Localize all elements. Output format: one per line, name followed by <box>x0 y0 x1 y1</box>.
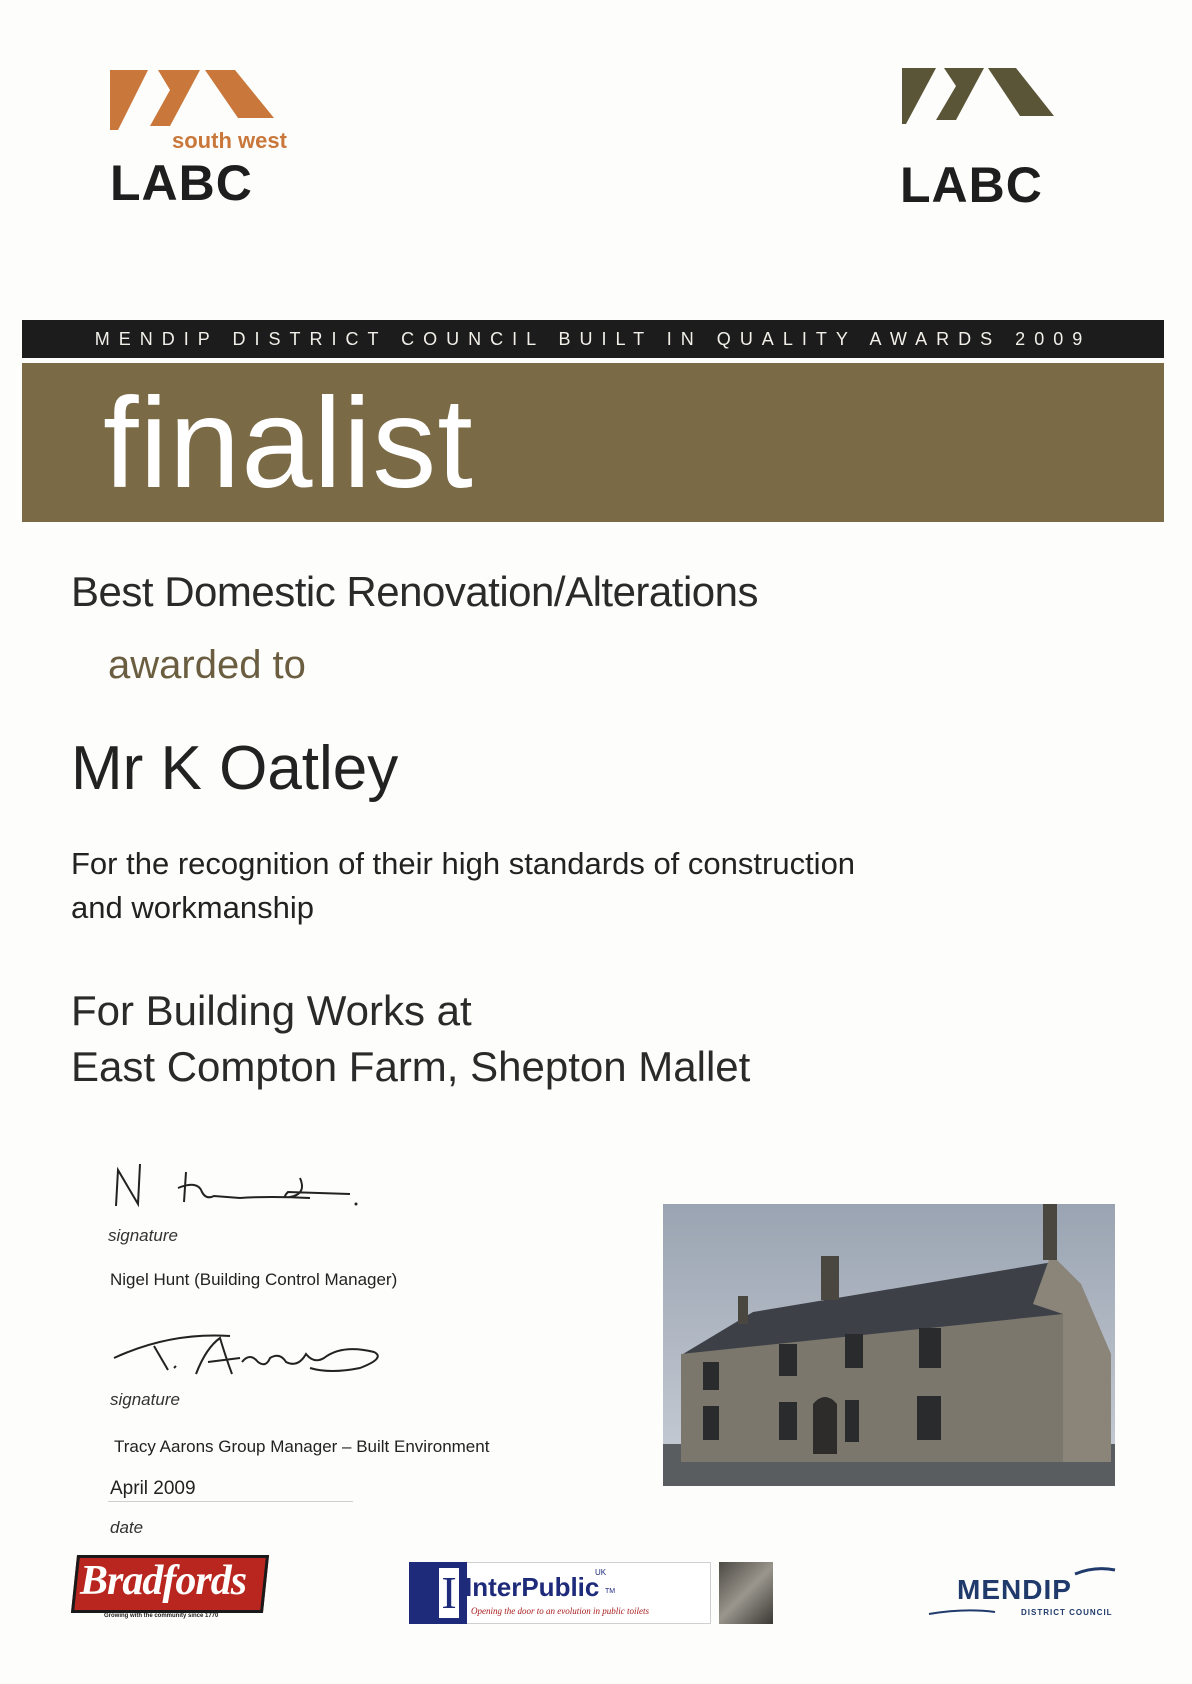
labc-roof-icon <box>900 68 1060 158</box>
labc-wordmark: LABC <box>110 155 253 211</box>
farmhouse-photo <box>663 1204 1115 1486</box>
awarded-to-label: awarded to <box>108 643 306 687</box>
building-location <box>71 983 750 1095</box>
signatory-name: Tracy Aarons Group Manager – Built Environment <box>114 1437 490 1456</box>
region-label: south west <box>172 128 287 153</box>
awards-banner: MENDIP DISTRICT COUNCIL BUILT IN QUALITY AWARDS 2009 <box>22 320 1164 358</box>
interpublic-name: InterPublic <box>465 1572 600 1602</box>
bradfords-logo <box>74 1555 264 1630</box>
labc-logo <box>900 68 1090 218</box>
recognition-line: and workmanship <box>71 890 314 925</box>
signature-nigel-hunt <box>110 1158 370 1214</box>
interpublic-logo <box>409 1562 774 1624</box>
bradfords-name: Bradfords <box>80 1558 247 1604</box>
signatory-name: Nigel Hunt (Building Control Manager) <box>110 1270 398 1289</box>
interpublic-tm: TM <box>605 1588 616 1595</box>
signature-label: signature <box>108 1226 178 1245</box>
interpublic-tagline: Opening the door to an evolution in public toilets <box>471 1606 649 1616</box>
date-label: date <box>110 1518 144 1537</box>
labc-wordmark: LABC <box>900 157 1043 213</box>
mendip-subtitle: DISTRICT COUNCIL <box>1021 1608 1113 1617</box>
signature-tracy-aarons <box>110 1318 390 1382</box>
interpublic-letter-icon: I <box>439 1568 459 1618</box>
interpublic-photo <box>719 1562 773 1624</box>
south-west-labc-logo <box>110 70 350 220</box>
interpublic-uk: UK <box>595 1568 607 1577</box>
location-line: For Building Works at <box>71 987 472 1034</box>
award-date: April 2009 <box>110 1478 196 1499</box>
date-divider <box>108 1501 353 1502</box>
recognition-line: For the recognition of their high standards of construction <box>71 846 856 881</box>
mendip-name: MENDIP <box>957 1574 1072 1605</box>
recipient-name: Mr K Oatley <box>71 734 399 803</box>
signature-label: signature <box>110 1390 180 1409</box>
location-line: East Compton Farm, Shepton Mallet <box>71 1043 751 1090</box>
mendip-council-logo <box>925 1560 1125 1630</box>
bradfords-tagline: Growing with the community since 1770 <box>104 1613 219 1619</box>
award-status: finalist <box>103 372 474 515</box>
recognition-statement <box>71 842 971 930</box>
award-category: Best Domestic Renovation/Alterations <box>71 568 758 615</box>
